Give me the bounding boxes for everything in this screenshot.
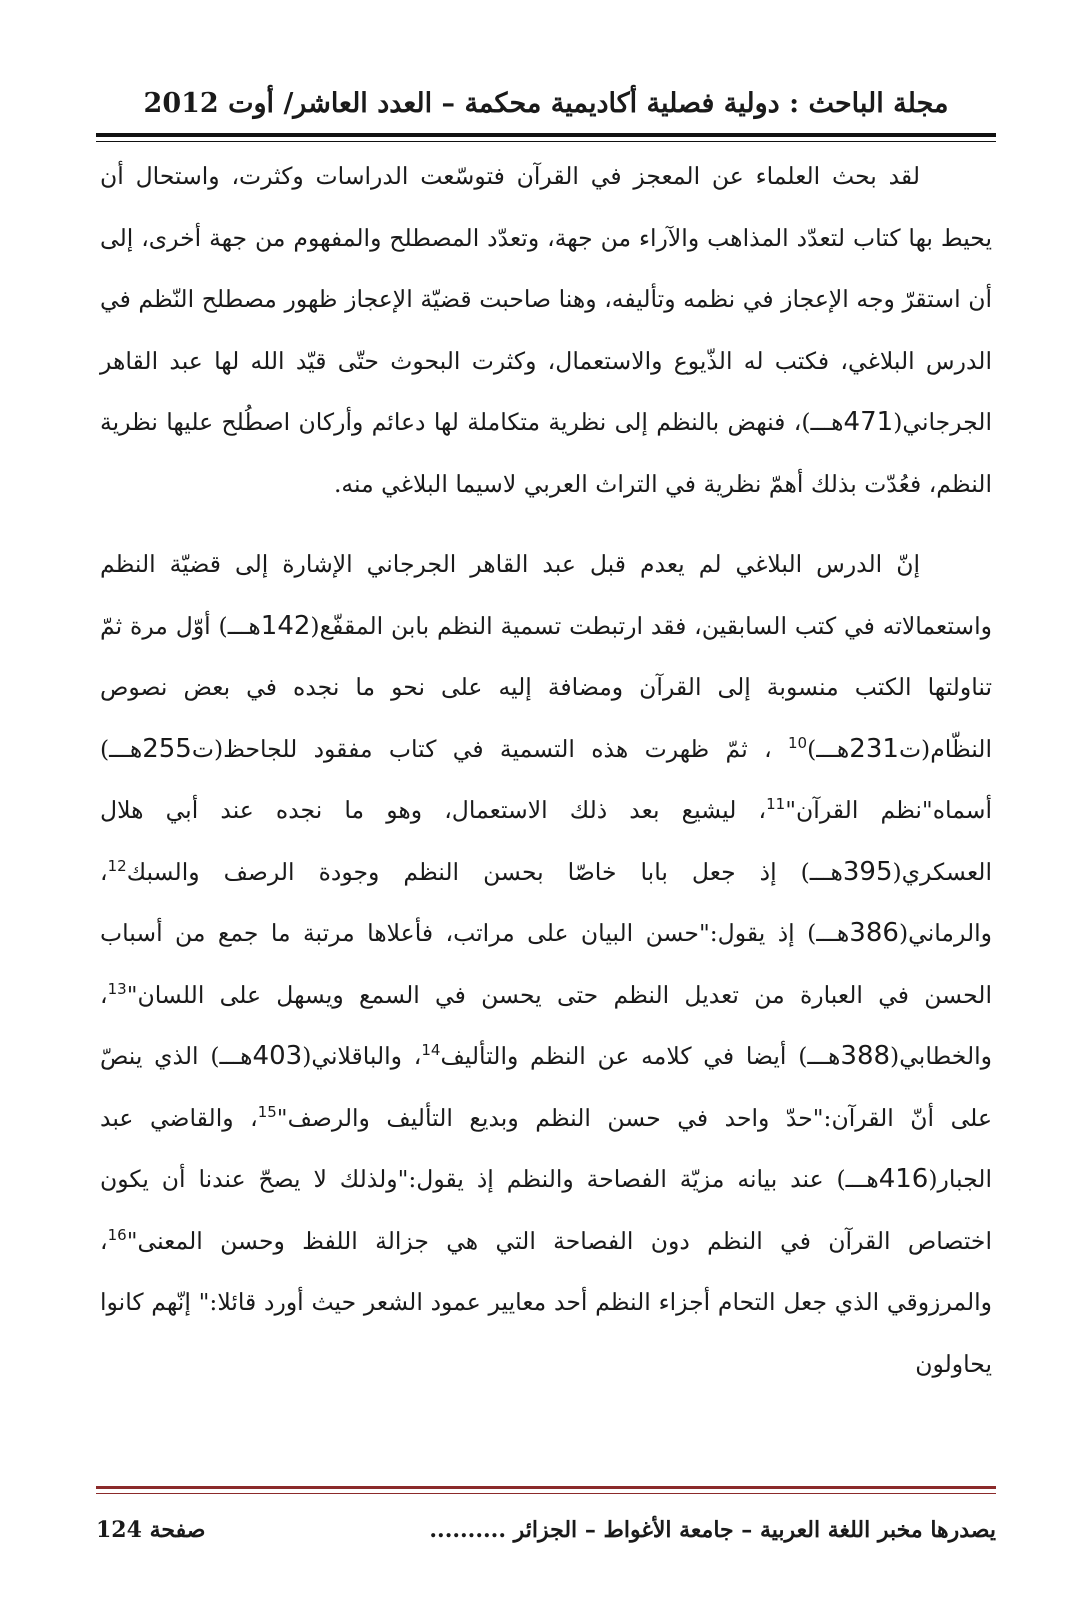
paragraph-2-seg-16: ، والمرزوقي الذي جعل التحام أجزاء النظم أحد معايير عمود الشعر حيث أورد قائلا:" إنّهم كانوا يحاولون: [100, 1226, 992, 1378]
footnote-ref-12[interactable]: 12: [107, 856, 127, 875]
footnote-ref-14[interactable]: 14: [421, 1041, 441, 1060]
article-body: [100, 146, 992, 1395]
footnote-ref-11[interactable]: 11: [766, 795, 786, 814]
footnote-ref-15[interactable]: 15: [257, 1102, 277, 1121]
paragraph-2-seg-7: هـــ) إذ جعل بابا خاصّا بحسن النظم وجودة الرصف والسبك: [126, 857, 843, 886]
paragraph-2-seg-5: هـــ) أسماه"نظم القرآن": [100, 734, 993, 824]
footer-publisher: يصدرها مخبر اللغة العربية – جامعة الأغواط – الجزائر ..........: [429, 1517, 996, 1543]
year-403: 403: [252, 1041, 303, 1071]
paragraph-1-part-1: لقد بحث العلماء عن المعجز في القرآن فتوسّعت الدراسات وكثرت، واستحال أن يحيط بها كتاب لتعدّد المذاهب والآراء من جهة، وتعدّد المصطلح والمفهوم من جهة أخرى، إلى أن استقرّ وجه الإعجاز في نظمه وتأليفه، وهنا صاحبت قضيّة الإعجاز ظهور مصطلح النّظم في الدرس البلاغي، فكتب له الذّيوع والاستعمال، وكثرت البحوث حتّى قيّد الله لها عبد القاهر الجرجاني(: [100, 162, 992, 436]
journal-footer: [96, 1510, 996, 1550]
year-471: 471: [843, 407, 894, 437]
footer-rule-thick: [96, 1486, 996, 1489]
page-number: 124: [96, 1517, 142, 1543]
header-rule-thick: [96, 133, 996, 137]
paragraph-2-seg-14: ، والقاضي عبد الجبار(: [100, 1103, 992, 1193]
year-416: 416: [878, 1164, 929, 1194]
journal-header-title: مجلة الباحث : دولية فصلية أكاديمية محكمة – العدد العاشر/ أوت 2012: [143, 88, 949, 119]
paragraph-2-seg-3: هـــ): [807, 734, 850, 763]
paragraph-2: [100, 534, 992, 1395]
year-388: 388: [840, 1041, 891, 1071]
year-395: 395: [842, 856, 893, 887]
page-number-block: [96, 1510, 205, 1550]
paragraph-1: [100, 146, 992, 515]
header-rule-thin: [96, 141, 996, 142]
paragraph-2-seg-11: هـــ) أيضا في كلامه عن النظم والتأليف: [440, 1042, 841, 1070]
footnote-ref-13[interactable]: 13: [107, 979, 127, 998]
paragraph-2-seg-2: هـــ) أوّل مرة ثمّ تناولتها الكتب منسوبة إلى القرآن ومضافة إليه على نحو ما نجده في بعض نصوص النظّام(ت: [100, 611, 992, 763]
footer-rule-thin: [96, 1493, 996, 1494]
year-255: 255: [142, 733, 192, 764]
paragraph-2-seg-8: ، والرماني(: [100, 857, 992, 947]
paragraph-2-seg-12: ، والباقلاني(: [302, 1042, 422, 1070]
paragraph-2-seg-9: هـــ) إذ يقول:"حسن البيان على مراتب، فأعلاها مرتبة ما جمع من أسباب الحسن في العبارة من تعديل النظم حتى يحسن في السمع ويسهل على اللسان": [100, 919, 992, 1009]
paragraph-2-seg-1: إنّ الدرس البلاغي لم يعدم قبل عبد القاهر الجرجاني الإشارة إلى قضيّة النظم واستعمالاته في كتب السابقين، فقد ارتبطت تسمية النظم بابن المقفّع(: [100, 550, 993, 640]
journal-header: [96, 84, 996, 132]
paragraph-1-part-2: هـــ)، فنهض بالنظم إلى نظرية متكاملة لها دعائم وأركان اصطُلح عليها نظرية النظم، فعُدّت بذلك أهمّ نظرية في التراث العربي لاسيما البلاغي منه.: [100, 408, 992, 498]
paragraph-2-seg-13: هـــ) الذي ينصّ على أنّ القرآن:"حدّ واحد في حسن النظم وبديع التأليف والرصف": [100, 1042, 992, 1132]
year-142: 142: [260, 610, 311, 641]
paragraph-2-seg-6: ، ليشيع بعد ذلك الاستعمال، وهو ما نجده عند أبي هلال العسكري(: [100, 796, 992, 886]
year-386: 386: [849, 918, 899, 948]
year-231: 231: [849, 733, 899, 764]
page-label: صفحة: [149, 1517, 206, 1543]
footnote-ref-10[interactable]: 10: [787, 733, 808, 752]
footnote-ref-16[interactable]: 16: [107, 1225, 127, 1244]
paragraph-2-seg-4: ، ثمّ ظهرت هذه التسمية في كتاب مفقود للجاحظ(ت: [191, 734, 788, 763]
paragraph-2-seg-15: هـــ) عند بيانه مزيّة الفصاحة والنظم إذ يقول:"ولذلك لا يصحّ عندنا أن يكون اختصاص القرآن في النظم دون الفصاحة التي هي جزالة اللفظ وحسن المعنى": [100, 1165, 992, 1255]
paragraph-2-seg-10: ، والخطابي(: [100, 980, 992, 1070]
